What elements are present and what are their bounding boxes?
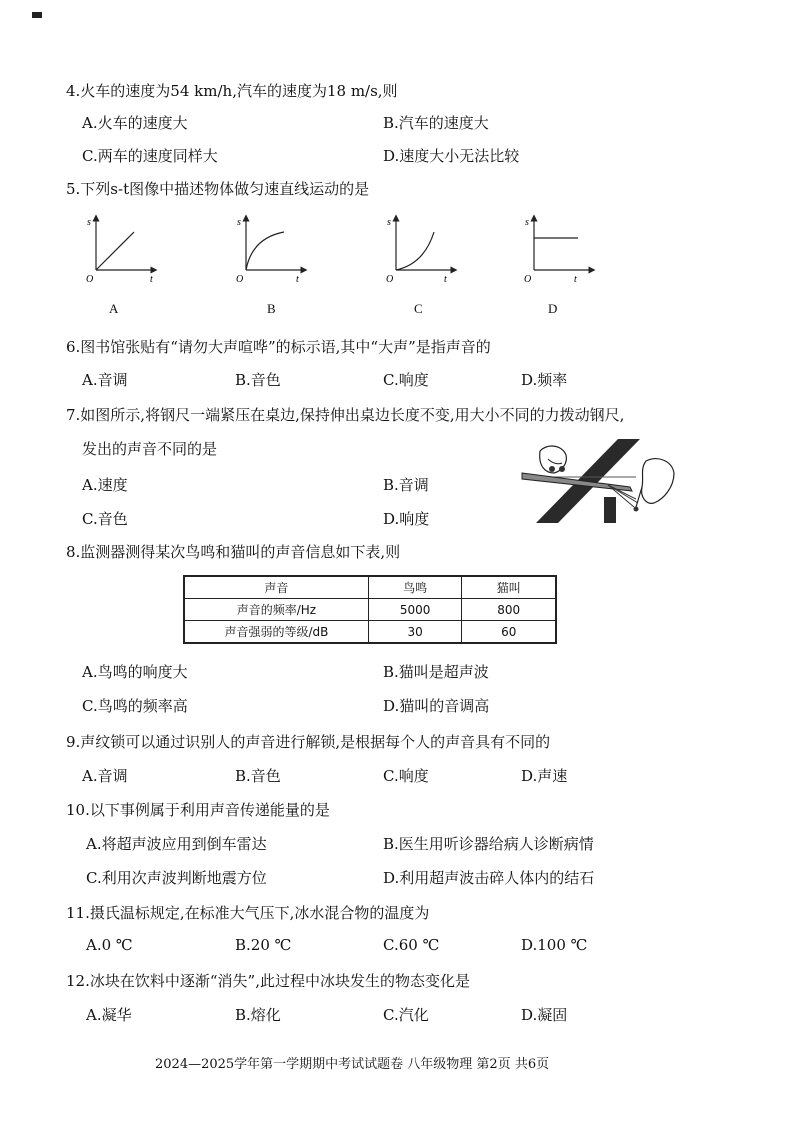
question-8-option-d[interactable]: D.猫叫的音调高 (383, 697, 490, 715)
graph-b-curve (246, 232, 284, 270)
question-4-option-b[interactable]: B.汽车的速度大 (383, 114, 489, 132)
table-header-cell: 鸟鸣 (368, 576, 462, 599)
question-11-option-b[interactable]: B.20 ℃ (235, 936, 292, 954)
question-11-stem: 11.摄氏温标规定,在标准大气压下,冰水混合物的温度为 (66, 904, 430, 922)
graph-d (522, 210, 602, 285)
question-7-option-d[interactable]: D.响度 (383, 510, 430, 528)
question-8-stem: 8.监测器测得某次鸟鸣和猫叫的声音信息如下表,则 (66, 543, 401, 561)
question-8-option-c[interactable]: C.鸟鸣的频率高 (82, 697, 188, 715)
question-7-stem-line-1: 7.如图所示,将钢尺一端紧压在桌边,保持伸出桌边长度不变,用大小不同的力拨动钢尺, (66, 406, 625, 424)
question-10-option-d[interactable]: D.利用超声波击碎人体内的结石 (383, 869, 595, 887)
question-10-option-a[interactable]: A.将超声波应用到倒车雷达 (86, 835, 267, 853)
question-10-option-c[interactable]: C.利用次声波判断地震方位 (86, 869, 267, 887)
graph-a (84, 210, 164, 285)
graph-c-origin-label: O (386, 274, 394, 285)
steel-ruler-illustration (518, 437, 678, 525)
table-row (184, 599, 556, 621)
question-9-option-d[interactable]: D.声速 (521, 767, 568, 785)
graph-b (234, 210, 314, 285)
table-leg (604, 497, 616, 523)
table-header-row (184, 576, 556, 599)
question-12-option-b[interactable]: B.熔化 (235, 1006, 281, 1024)
graph-c-s-label: s (387, 217, 391, 228)
question-6-option-d[interactable]: D.频率 (521, 371, 568, 389)
question-9-option-b[interactable]: B.音色 (235, 767, 281, 785)
question-5-stem: 5.下列s-t图像中描述物体做匀速直线运动的是 (66, 180, 370, 198)
graph-b-origin-label: O (236, 274, 244, 285)
question-6-option-c[interactable]: C.响度 (383, 371, 429, 389)
question-9-stem: 9.声纹锁可以通过识别人的声音进行解锁,是根据每个人的声音具有不同的 (66, 733, 551, 751)
page-footer: 2024—2025学年第一学期期中考试试题卷 八年级物理 第2页 共6页 (155, 1057, 550, 1072)
question-7-stem-line-2: 发出的声音不同的是 (82, 440, 218, 458)
question-11-option-c[interactable]: C.60 ℃ (383, 936, 440, 954)
right-hand (642, 459, 674, 504)
graph-a-s-label: s (87, 217, 91, 228)
question-12-stem: 12.冰块在饮料中逐渐“消失”,此过程中冰块发生的物态变化是 (66, 972, 470, 990)
question-7-option-a[interactable]: A.速度 (82, 476, 128, 494)
graph-a-label[interactable]: A (109, 301, 119, 316)
question-6-option-a[interactable]: A.音调 (82, 371, 128, 389)
graph-d-origin-label: O (524, 274, 532, 285)
graph-c-curve (396, 232, 434, 270)
question-11-option-d[interactable]: D.100 ℃ (521, 936, 588, 954)
graph-a-t-label: t (150, 274, 153, 285)
question-8-option-b[interactable]: B.猫叫是超声波 (383, 663, 489, 681)
question-12-option-d[interactable]: D.凝固 (521, 1006, 568, 1024)
question-6-stem: 6.图书馆张贴有“请勿大声喧哗”的标示语,其中“大声”是指声音的 (66, 338, 491, 356)
graph-d-t-label: t (574, 274, 577, 285)
question-7-option-c[interactable]: C.音色 (82, 510, 128, 528)
table-cell: 30 (368, 621, 462, 644)
graph-c-t-label: t (444, 274, 447, 285)
question-9-option-a[interactable]: A.音调 (82, 767, 128, 785)
question-9-option-c[interactable]: C.响度 (383, 767, 429, 785)
table-cell: 声音强弱的等级/dB (184, 621, 368, 644)
question-6-option-b[interactable]: B.音色 (235, 371, 281, 389)
graph-b-t-label: t (296, 274, 299, 285)
question-10-option-b[interactable]: B.医生用听诊器给病人诊断病情 (383, 835, 594, 853)
question-4-option-d[interactable]: D.速度大小无法比较 (383, 147, 520, 165)
table-header-cell: 声音 (184, 576, 368, 599)
graph-d-s-label: s (525, 217, 529, 228)
graph-a-line (96, 232, 134, 270)
question-4-option-a[interactable]: A.火车的速度大 (82, 114, 188, 132)
graph-c-label[interactable]: C (414, 301, 423, 316)
table-row (184, 621, 556, 644)
question-10-stem: 10.以下事例属于利用声音传递能量的是 (66, 801, 330, 819)
table-cell: 60 (462, 621, 556, 644)
table-cell: 5000 (368, 599, 462, 621)
graph-c (384, 210, 464, 285)
sound-data-table (183, 575, 557, 644)
question-4-stem: 4.火车的速度为54 km/h,汽车的速度为18 m/s,则 (66, 82, 398, 100)
question-8-option-a[interactable]: A.鸟鸣的响度大 (82, 663, 188, 681)
question-7-option-b[interactable]: B.音调 (383, 476, 429, 494)
question-4-option-c[interactable]: C.两车的速度同样大 (82, 147, 218, 165)
graph-b-s-label: s (237, 217, 241, 228)
graph-a-origin-label: O (86, 274, 94, 285)
question-12-option-a[interactable]: A.凝华 (86, 1006, 132, 1024)
question-12-option-c[interactable]: C.汽化 (383, 1006, 429, 1024)
graph-d-label[interactable]: D (548, 301, 558, 316)
table-cell: 800 (462, 599, 556, 621)
graph-b-label[interactable]: B (267, 301, 276, 316)
table-cell: 声音的频率/Hz (184, 599, 368, 621)
question-11-option-a[interactable]: A.0 ℃ (86, 936, 133, 954)
corner-mark (32, 12, 42, 18)
table-header-cell: 猫叫 (462, 576, 556, 599)
